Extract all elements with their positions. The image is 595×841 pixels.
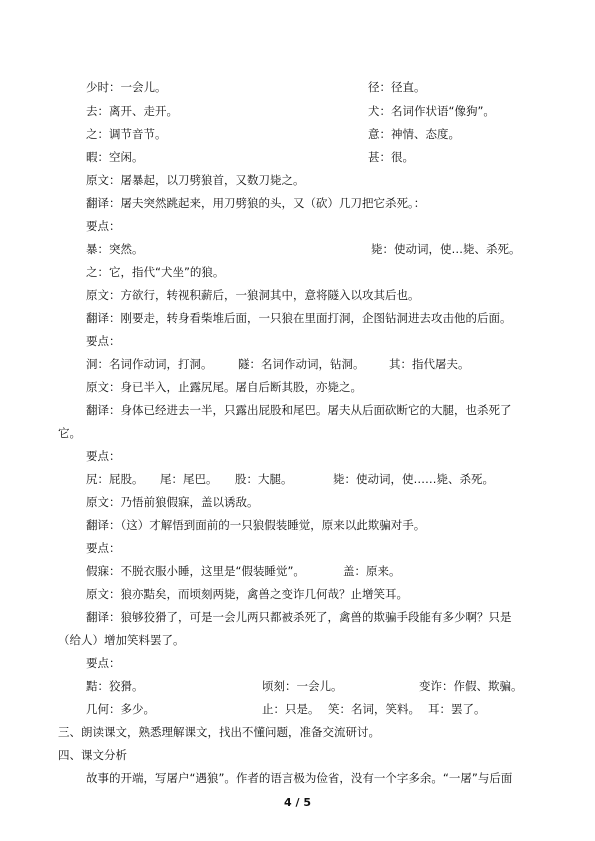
key-points-label: 要点：: [86, 219, 121, 233]
gloss-left: 去：离开、走开。: [86, 104, 178, 118]
gloss-part: 其：指代屠夫。: [389, 357, 470, 371]
gloss-left: 暇：空闲。: [86, 150, 144, 164]
analysis-text: 故事的开端，写屠户“遇狼”。作者的语言极为俭省，没有一个字多余。“一屠”与后面: [86, 771, 513, 785]
translation-text: 翻译：刚要走，转身看柴堆后面，一只狼在里面打洞，企图钻洞进去攻击他的后面。: [86, 311, 512, 325]
gloss-part: 洞：名词作动词，打洞。: [86, 357, 213, 371]
gloss-part: 股：大腿。: [235, 472, 293, 486]
gloss-text: 之：它，指代“犬坐”的狼。: [86, 265, 225, 279]
translation-text: 翻译：身体已经进去一半，只露出屁股和尾巴。屠夫从后面砍断它的大腿，也杀死了: [86, 403, 512, 417]
translation-text: 翻译：狼够狡猾了，可是一会儿两只都被杀死了，禽兽的欺骗手段能有多少啊？只是: [86, 610, 512, 624]
original-text: 原文：狼亦黠矣，而顷刻两毙，禽兽之变诈几何哉？止增笑耳。: [86, 587, 408, 601]
gloss-part: 止：只是。: [262, 702, 320, 716]
translation-text: 翻译：屠夫突然跳起来，用刀劈狼的头，又（砍）几刀把它杀死。：: [86, 196, 426, 210]
gloss-part: 耳：罢了。: [428, 702, 486, 716]
translation-continuation: 它。: [58, 426, 81, 440]
page-number: 4 / 5: [284, 796, 311, 809]
gloss-part: 假寐：不脱衣服小睡，这里是“假装睡觉”。: [86, 564, 305, 578]
gloss-right: 径：径直。: [368, 80, 426, 94]
key-points-label: 要点：: [86, 449, 121, 463]
gloss-part: 顷刻：一会儿。: [262, 679, 343, 693]
section-heading: 四、课文分析: [58, 748, 127, 762]
gloss-left: 之：调节音节。: [86, 127, 167, 141]
gloss-left: 暴：突然。: [86, 242, 144, 256]
gloss-part: 隧：名词作动词，钻洞。: [238, 357, 365, 371]
gloss-part: 变诈：作假、欺骗。: [419, 679, 523, 693]
original-text: 原文：乃悟前狼假寐，盖以诱敌。: [86, 495, 259, 509]
gloss-part: 盖：原来。: [343, 564, 401, 578]
key-points-label: 要点：: [86, 541, 121, 555]
gloss-right: 犬：名词作状语“像狗”。: [368, 104, 495, 118]
key-points-label: 要点：: [86, 656, 121, 670]
gloss-part: 几何：多少。: [86, 702, 155, 716]
original-text: 原文：方欲行，转视积薪后，一狼洞其中，意将隧入以攻其后也。: [86, 288, 420, 302]
original-text: 原文：身已半入，止露尻尾。屠自后断其股，亦毙之。: [86, 380, 362, 394]
section-heading: 三、朗读课文，熟悉理解课文，找出不懂问题，准备交流研讨。: [58, 725, 380, 739]
translation-text: 翻译：（这）才解悟到面前的一只狼假装睡觉，原来以此欺骗对手。: [86, 518, 426, 532]
gloss-part: 黠：狡猾。: [86, 679, 144, 693]
gloss-part: 尾：尾巴。: [160, 472, 218, 486]
original-text: 原文：屠暴起，以刀劈狼首，又数刀毙之。: [86, 173, 305, 187]
translation-continuation: （给人）增加笑料罢了。: [58, 633, 185, 647]
key-points-label: 要点：: [86, 334, 121, 348]
gloss-right: 意：神情、态度。: [368, 127, 460, 141]
gloss-part: 笑：名词，笑料。: [328, 702, 420, 716]
gloss-right: 甚：很。: [368, 150, 414, 164]
gloss-right: 毙：使动词，使…毙、杀死。: [371, 242, 521, 256]
gloss-part: 毙：使动词，使……毙、杀死。: [333, 472, 494, 486]
gloss-part: 尻：屁股。: [86, 472, 144, 486]
gloss-left: 少时：一会儿。: [86, 80, 167, 94]
